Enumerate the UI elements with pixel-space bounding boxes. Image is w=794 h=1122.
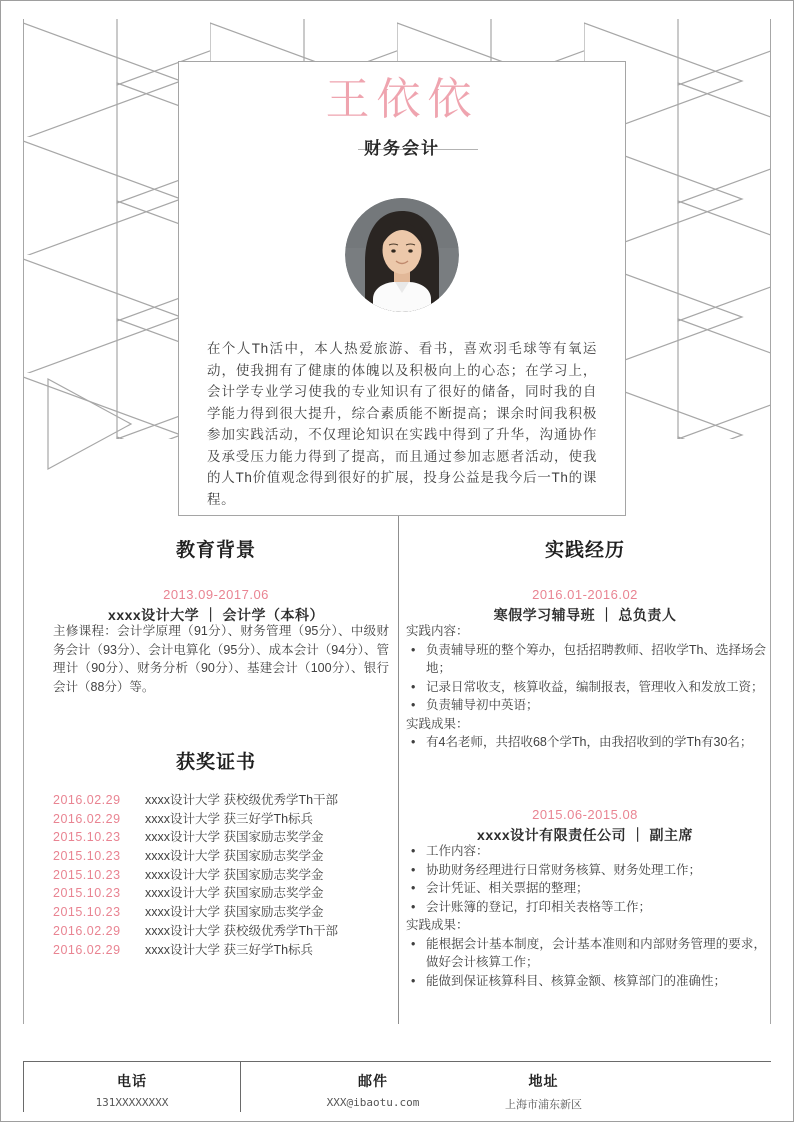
- experience-detail-line: [406, 879, 766, 898]
- award-row: [53, 941, 393, 960]
- experience-detail-line: [406, 916, 766, 935]
- footer-column: [505, 1062, 582, 1112]
- detail-text: 记录日常收支，核算收益，编制报表，管理收入和发放工资；: [426, 679, 764, 694]
- award-text: xxxx设计大学 获国家励志奖学金: [145, 905, 324, 920]
- experience-detail-line: [406, 861, 766, 880]
- experience1-details: [406, 622, 766, 752]
- bullet-icon: •: [411, 936, 416, 951]
- experience-detail-line: [406, 622, 766, 641]
- detail-text: 有4名老师，共招收68个学Th，由我招收到的学Th有30名；: [426, 735, 753, 749]
- detail-text: 能根据会计基本制度，会计基本准则和内部财务管理的要求，做好会计核算工作；: [426, 936, 766, 969]
- award-text: xxxx设计大学 获三好学Th标兵: [145, 942, 314, 957]
- experience-section-heading: 实践经历: [544, 540, 625, 561]
- experience-detail-line: [406, 696, 766, 715]
- footer-value: 上海市浦东新区: [505, 1098, 582, 1111]
- experience2-period: 2015.06-2015.08: [532, 807, 638, 822]
- bullet-icon: •: [411, 735, 416, 749]
- experience-detail-line: [406, 898, 766, 917]
- awards-list: [53, 791, 393, 959]
- experience-detail-line: [406, 842, 766, 861]
- experience-detail-line: [406, 733, 766, 752]
- award-row: [53, 884, 393, 903]
- award-text: xxxx设计大学 获校级优秀学Th干部: [145, 923, 339, 938]
- award-row: [53, 791, 393, 810]
- award-row: [53, 847, 393, 866]
- profile-photo: [345, 198, 459, 312]
- footer-column: [240, 1062, 505, 1112]
- experience1-org-line: 寒假学习辅导班 ｜ 总负责人: [493, 607, 677, 623]
- education-section-heading: 教育背景: [175, 540, 256, 561]
- award-text: xxxx设计大学 获三好学Th标兵: [145, 811, 314, 826]
- award-row: [53, 866, 393, 885]
- experience-detail-line: [406, 715, 766, 734]
- award-date: 2016.02.29: [53, 793, 121, 807]
- awards-section-heading: 获奖证书: [175, 752, 256, 773]
- detail-text: 会计账簿的登记，打印相关表格等工作；: [426, 899, 652, 914]
- experience-detail-line: [406, 641, 766, 678]
- award-date: 2015.10.23: [53, 849, 121, 864]
- footer-value: 131XXXXXXXX: [95, 1096, 169, 1109]
- candidate-name: 王依依: [325, 75, 479, 124]
- award-date: 2015.10.23: [53, 867, 121, 882]
- award-row: [53, 922, 393, 941]
- award-text: xxxx设计大学 获国家励志奖学金: [145, 886, 324, 901]
- detail-text: 实践成果：: [406, 918, 469, 932]
- detail-text: 协助财务经理进行日常财务核算、财务处理工作；: [426, 862, 702, 877]
- detail-text: 能做到保证核算科目、核算金额、核算部门的准确性；: [426, 973, 727, 988]
- header-card: [178, 61, 626, 516]
- experience2-org-line: xxxx设计有限责任公司 ｜ 副主席: [477, 827, 693, 843]
- footer-label: 地址: [528, 1073, 559, 1089]
- award-text: xxxx设计大学 获国家励志奖学金: [145, 867, 324, 882]
- award-text: xxxx设计大学 获校级优秀学Th干部: [145, 793, 339, 807]
- education-period: 2013.09-2017.06: [163, 587, 269, 602]
- award-row: [53, 810, 393, 829]
- experience-detail-line: [406, 972, 766, 991]
- experience-detail-line: [406, 935, 766, 972]
- detail-text: 工作内容：: [426, 844, 489, 858]
- experience1-period: 2016.01-2016.02: [532, 587, 638, 602]
- candidate-job-title: 财务会计: [364, 139, 440, 158]
- footer-value: XXX@ibaotu.com: [326, 1096, 420, 1109]
- bullet-icon: •: [411, 642, 416, 657]
- bullet-icon: •: [411, 698, 416, 712]
- bullet-icon: •: [411, 862, 416, 877]
- award-row: [53, 903, 393, 922]
- detail-text: 实践内容：: [406, 624, 469, 638]
- footer-label: 邮件: [358, 1073, 388, 1089]
- detail-text: 负责辅导初中英语；: [426, 698, 539, 712]
- experience2-details: [406, 842, 766, 990]
- column-divider-line: [398, 516, 399, 1024]
- right-rail-line: [770, 19, 771, 1024]
- experience-detail-line: [406, 678, 766, 697]
- left-rail-line: [23, 19, 24, 1024]
- award-date: 2016.02.29: [53, 811, 121, 826]
- education-school-line: xxxx设计大学 ｜ 会计学（本科）: [108, 607, 324, 623]
- bullet-icon: •: [411, 973, 416, 988]
- bullet-icon: •: [411, 899, 416, 914]
- award-date: 2015.10.23: [53, 886, 121, 901]
- award-date: 2016.02.29: [53, 942, 121, 957]
- award-text: xxxx设计大学 获国家励志奖学金: [145, 849, 324, 864]
- self-summary-paragraph: 在个人Th活中，本人热爱旅游、看书，喜欢羽毛球等有氧运动，使我拥有了健康的体魄以及积极向上的心态；在学习上，会计学专业学习使我的专业知识有了很好的储备，同时我的自学能力得到很大提升，综合素质能不断提高；课余时间我积极参加实践活动，不仅理论知识在实践中得到了升华，沟通协作及承受压力能力得到了提高，而且通过参加志愿者活动，使我的人Th价值观念得到很好的扩展，投身公益是我今后一Th的课程。: [207, 341, 597, 507]
- award-text: xxxx设计大学 获国家励志奖学金: [145, 830, 324, 845]
- detail-text: 负责辅导班的整个筹办，包括招聘教师、招收学Th、选择场会地；: [426, 642, 766, 675]
- award-date: 2016.02.29: [53, 923, 121, 938]
- award-date: 2015.10.23: [53, 905, 121, 920]
- bullet-icon: •: [411, 881, 416, 895]
- bullet-icon: •: [411, 679, 416, 694]
- footer-label: 电话: [117, 1073, 147, 1089]
- footer-column: [23, 1062, 240, 1112]
- education-courses: 主修课程：会计学原理（91分）、财务管理（95分）、中级财务会计（93分）、会计电算化（95分）、成本会计（94分）、管理计（90分）、财务分析（90分）、基建会计（100分）、银行会计（88分）等。: [53, 624, 389, 694]
- award-date: 2015.10.23: [53, 830, 121, 845]
- award-row: [53, 828, 393, 847]
- bullet-icon: •: [411, 844, 416, 858]
- detail-text: 会计凭证、相关票据的整理；: [426, 881, 589, 895]
- footer-contact-bar: [23, 1062, 771, 1112]
- detail-text: 实践成果：: [406, 716, 469, 731]
